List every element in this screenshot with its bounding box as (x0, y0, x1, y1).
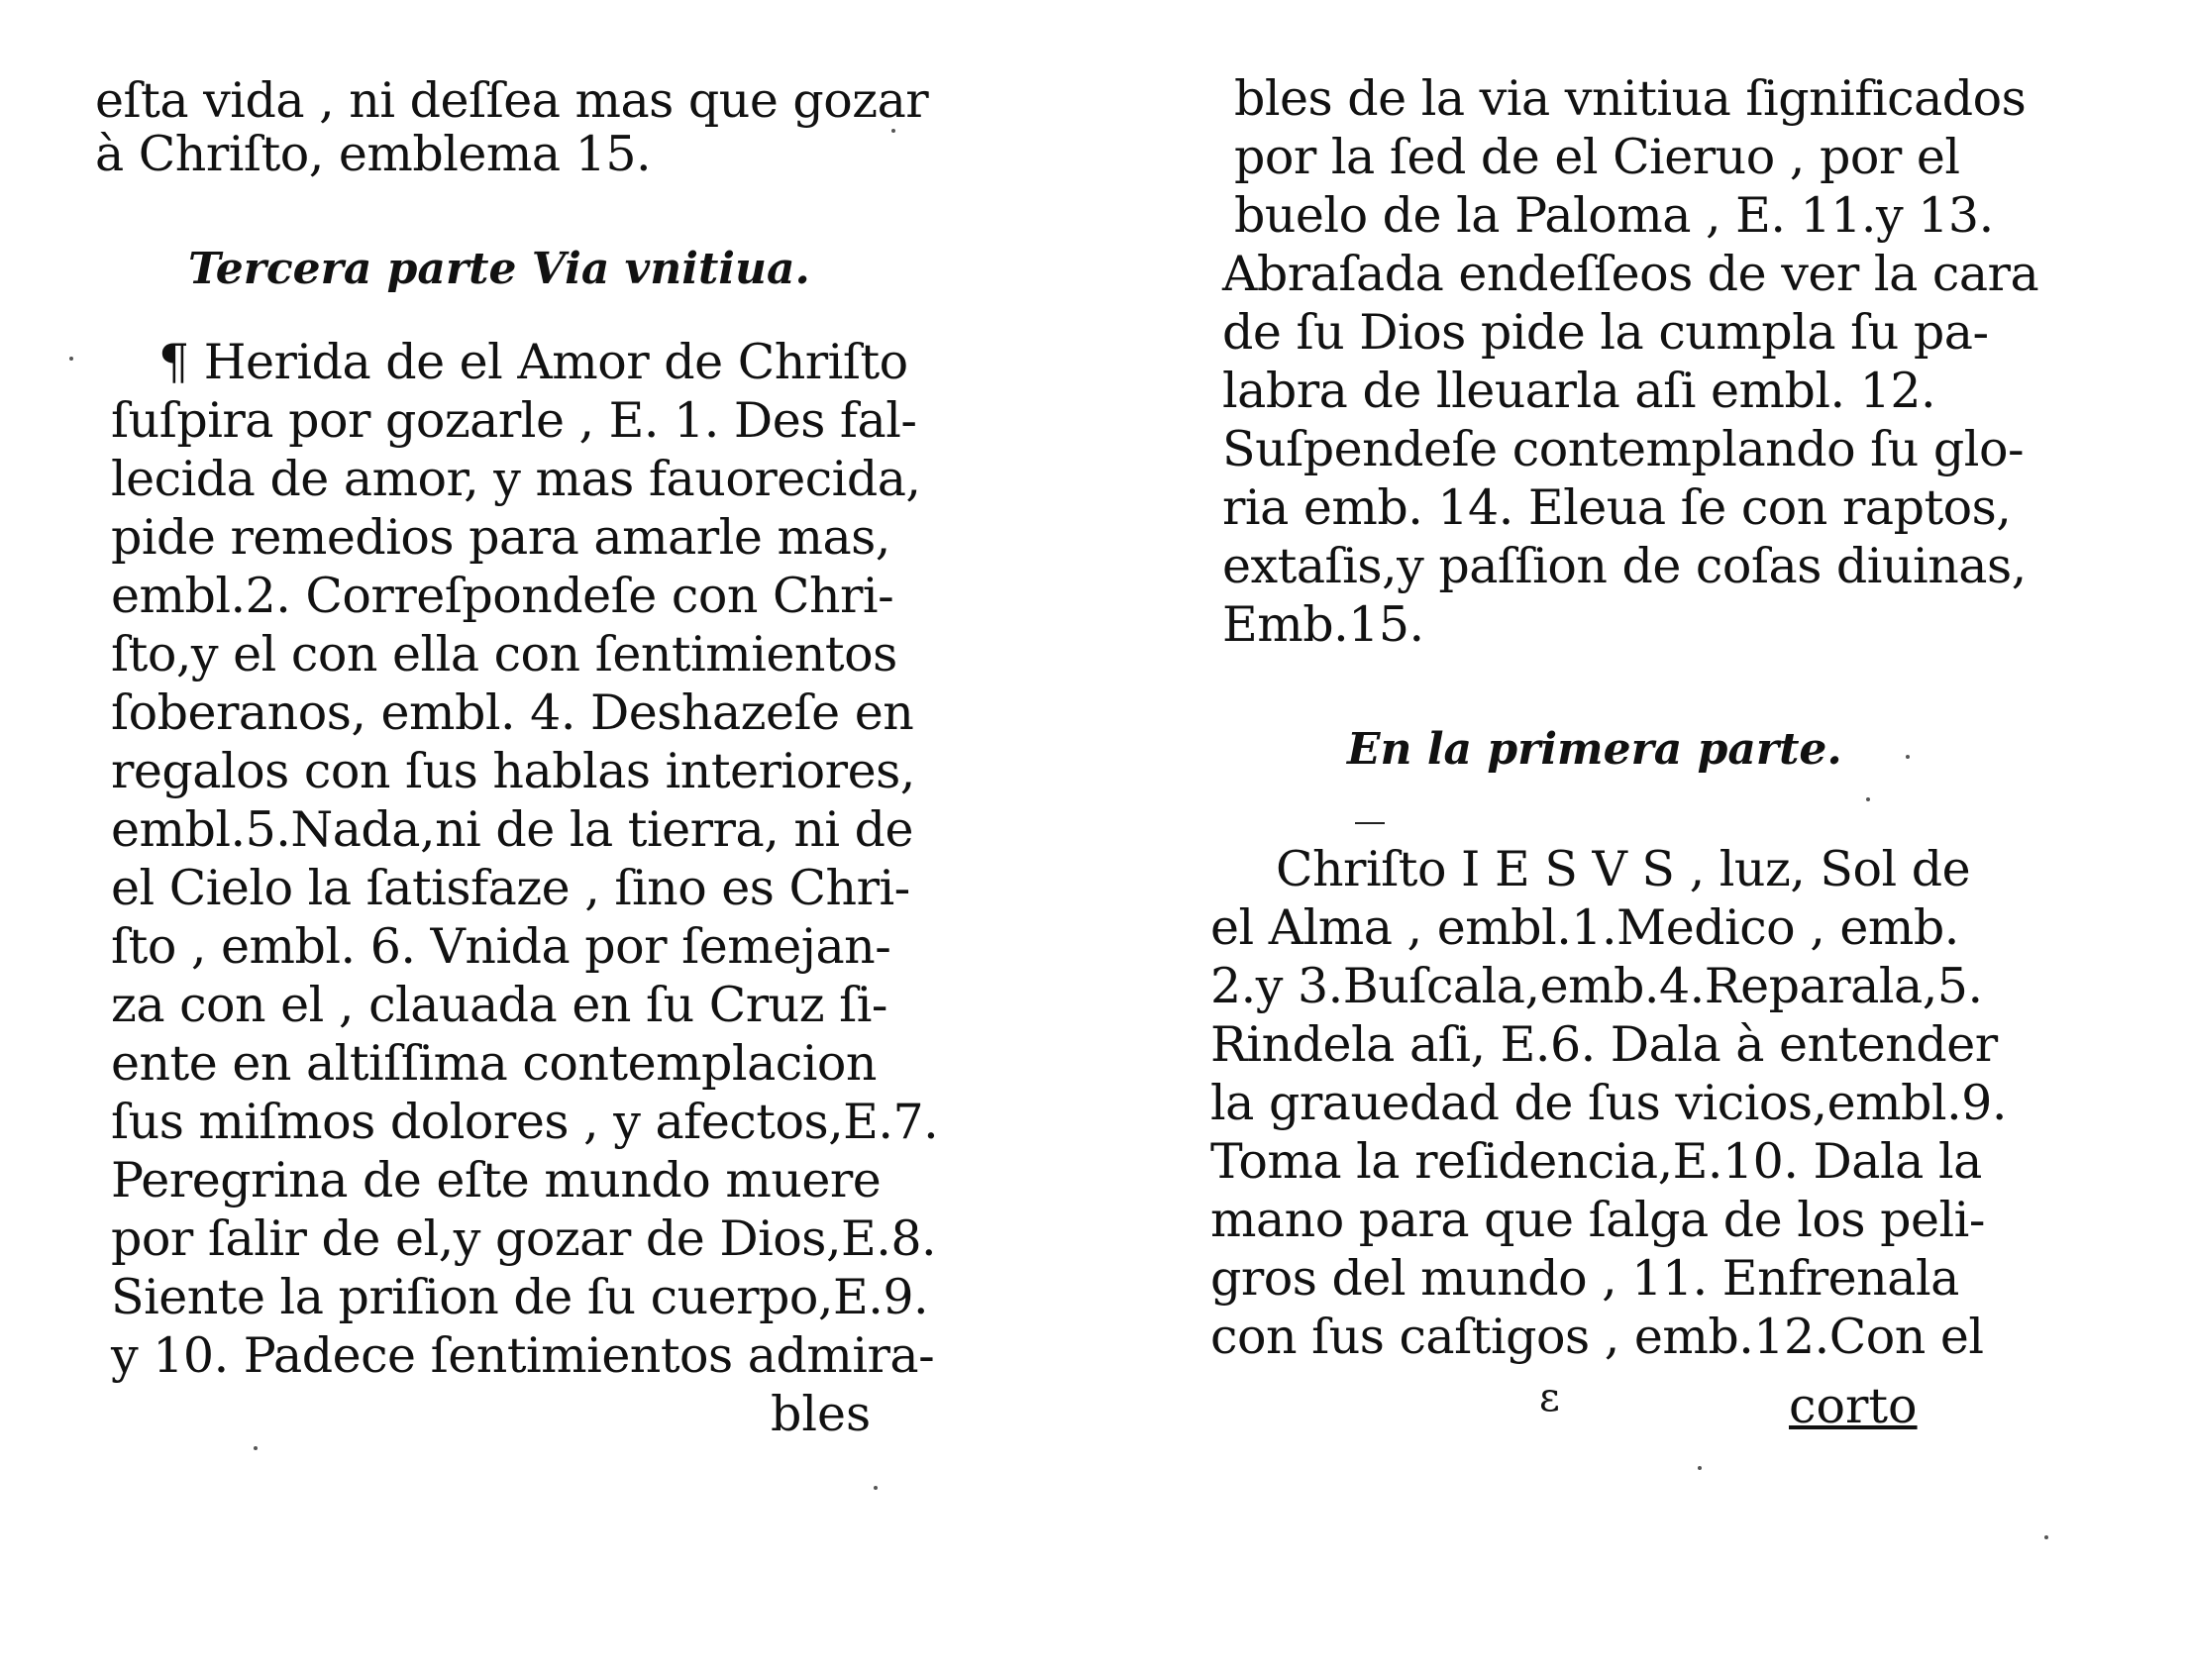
text-line: ſto , embl. 6. Vnida por ſemejan- (111, 918, 891, 975)
text-line: Emb.15. (1222, 596, 1424, 653)
signature-mark: ε (1539, 1375, 1560, 1420)
section-heading: Tercera parte Via vnitiua. (188, 244, 810, 294)
text-line: Chriſto I E S V S , luz, Sol de (1276, 841, 1971, 897)
section-heading: En la primera parte. (1347, 724, 1842, 775)
text-line: regalos con ſus hablas interiores, (111, 743, 915, 799)
print-speck (2044, 1535, 2048, 1539)
text-line: ſto,y el con ella con ſentimientos (111, 626, 897, 682)
text-line: ſoberanos, embl. 4. Deshazeſe en (111, 684, 914, 741)
text-line: bles de la via vnitiua ſignificados (1234, 70, 2027, 127)
text-line: labra de lleuarla aſi embl. 12. (1222, 363, 1936, 419)
text-line: Abraſada endeſſeos de ver la cara (1222, 246, 2039, 302)
text-line: de ſu Dios pide la cumpla ſu pa- (1222, 304, 1989, 361)
text-line: ¶ Herida de el Amor de Chriſto (158, 334, 908, 390)
print-speck (254, 1446, 258, 1450)
catchword: corto (1789, 1378, 1918, 1434)
print-speck (1906, 755, 1910, 759)
text-line: embl.5.Nada,ni de la tierra, ni de (111, 801, 914, 858)
text-line: Siente la priſion de ſu cuerpo,E.9. (111, 1269, 929, 1325)
text-line: y 10. Padece ſentimientos admira- (111, 1327, 935, 1384)
text-line: eſta vida , ni deſſea mas que gozar (95, 72, 929, 129)
right-page (1094, 0, 2188, 1680)
text-line: por la ſed de el Cieruo , por el (1234, 129, 1960, 185)
text-line: extaſis,y paſſion de coſas diuinas, (1222, 538, 2027, 594)
text-line: ſuſpira por gozarle , E. 1. Des fal- (111, 392, 917, 449)
text-line: embl.2. Correſpondeſe con Chri- (111, 568, 894, 624)
text-line: la grauedad de ſus vicios,embl.9. (1210, 1075, 2007, 1131)
text-line: lecida de amor, y mas fauorecida, (111, 451, 921, 507)
text-line: mano para que ſalga de los peli- (1210, 1192, 1985, 1248)
print-speck (891, 129, 895, 133)
text-line: pide remedios para amarle mas, (111, 509, 890, 566)
print-speck (874, 1486, 878, 1490)
text-line: za con el , clauada en ſu Cruz ſi- (111, 977, 887, 1033)
text-line: à Chriſto, emblema 15. (95, 126, 652, 182)
print-speck (69, 357, 73, 361)
text-line: con ſus caſtigos , emb.12.Con el (1210, 1309, 1984, 1365)
text-line: Peregrina de eſte mundo muere (111, 1152, 882, 1208)
catchword: bles (771, 1386, 872, 1442)
divider (1355, 822, 1385, 824)
text-line: ente en altiſſima contemplacion (111, 1035, 877, 1092)
print-speck (1698, 1466, 1702, 1470)
text-line: el Cielo la ſatisfaze , ſino es Chri- (111, 860, 910, 916)
text-line: Rindela aſi, E.6. Dala à entender (1210, 1016, 1998, 1073)
text-line: ſus miſmos dolores , y afectos,E.7. (111, 1094, 939, 1150)
text-line: Suſpendeſe contemplando ſu glo- (1222, 421, 2025, 477)
text-line: 2.y 3.Buſcala,emb.4.Reparala,5. (1210, 958, 1983, 1014)
print-speck (1866, 797, 1870, 801)
text-line: por ſalir de el,y gozar de Dios,E.8. (111, 1210, 937, 1267)
text-line: gros del mundo , 11. Enfrenala (1210, 1250, 1959, 1307)
text-line: ria emb. 14. Eleua ſe con raptos, (1222, 479, 2012, 536)
text-line: buelo de la Paloma , E. 11.y 13. (1234, 187, 1994, 244)
text-line: Toma la reſidencia,E.10. Dala la (1210, 1133, 1982, 1190)
text-line: el Alma , embl.1.Medico , emb. (1210, 899, 1959, 956)
